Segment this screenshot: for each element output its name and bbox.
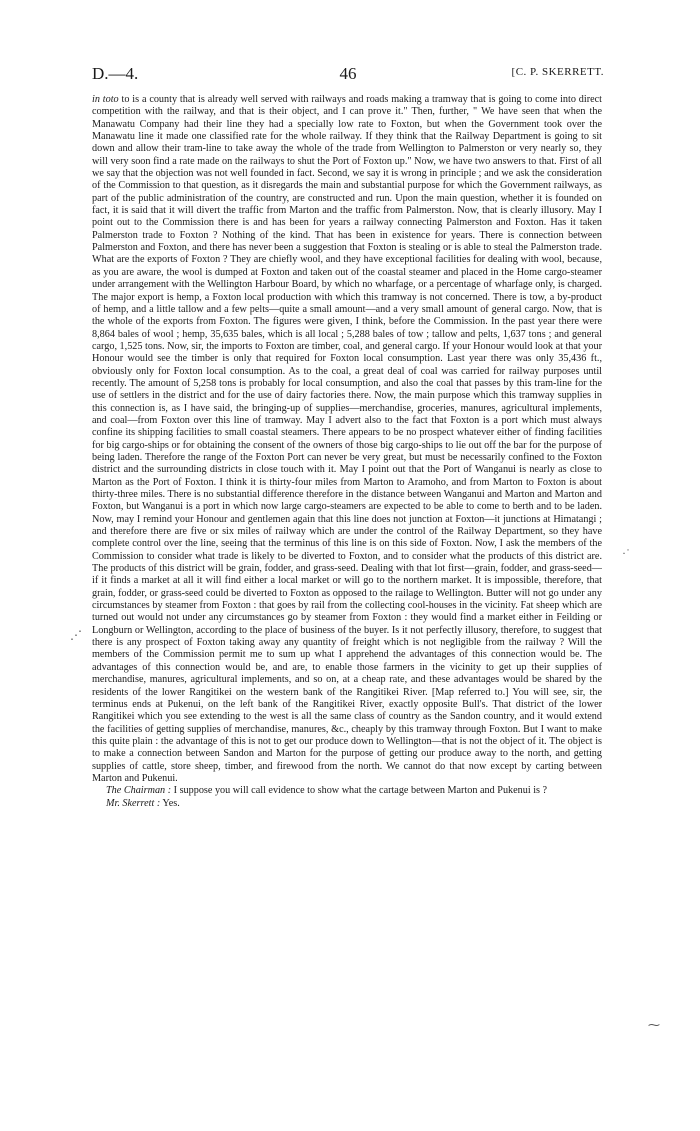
skerrett-answer [92,798,602,810]
document-reference: D.—4. [92,64,139,83]
page-header [92,64,604,86]
main-paragraph: in toto to is a county that is already well served with railways and roads making a tramway that is going to come into direct competition with the railway, and that is their object, and I can prove it." Then, further, " We have seen that when the Manawatu Company had their line they had a specially low rate to Foxton, but when the Government took over the Manawatu line it made one classified rate for the whole railway. If they think that the Railway Department is going to sit down and allow their tram-line to take away the whole of the trade from Wellington to Palmerston or very nearly so, they will very soon find a rate made on the railways to shut the Port of Foxton up." Now, we have two answers to that. First of all we say that the objection was not well founded in fact. Second, we say it is wrong in principle ; and we ask the consideration of the Commission to that question, as it disregards the main and substantial purpose for which the Government railways, as part of the public administration of the country, are constructed and run. Upon the main question, whether it is founded on fact, it is said that it will divert the traffic from Marton and the traffic from Palmerston. Now, that is clearly illusory. May I point out to the Commission there is and has been for years a railway connecting Palmerston and Foxton. Has it taken Palmerston trade to Foxton ? Nothing of the kind. That has been in existence for years. There is connection between Palmerston and Foxton, and there has never been a suggestion that Foxton is stealing or is able to steal the Palmerston trade. What are the exports of Foxton ? They are chiefly wool, and they have exceptional facilities for dealing with wool, because, as you are aware, the wool is dumped at Foxton and taken out of the coastal steamer and placed in the Home cargo-steamer under arrangement with the Wellington Harbour Board, by which no wharfage, or a percentage of wharfage only, is charged. The major export is hemp, a Foxton local production with which this tramway is not concerned. There is tow, a by-product of hemp, and a little tallow and a few pelts—quite a small amount—and a very small amount of general cargo. Now, that is the whole of the exports from Foxton. The figures were given, I think, before the Commission. In the past year there were 8,864 bales of wool ; hemp, 35,635 bales, which is all local ; 5,288 bales of tow ; tallow and pelts, 1,637 tons ; and general cargo, 1,525 tons. Now, sir, the imports to Foxton are timber, coal, and general cargo. If your Honour would look at that your Honour would see the timber is only that required for Foxton local consumption. Last year there was only 35,436 ft., obviously only for Foxton local consumption. As to the coal, a great deal of coal was carried for railway purposes until recently. The amount of 5,258 tons is probably for local consumption, and also the coal that passes by this tram-line for the use of settlers in the district and for the use of dairy factories there. Now, the main purpose which this tramway supplies in this connection is, as I have said, the bringing-up of supplies—merchandise, groceries, manures, agricultural implements, and coal—from Foxton over this line of tramway. May I advert also to the fact that Foxton is a port which must always confine its shipping facilities to small coastal steamers. There appears to be no prospect whatever either of finding facilities for big cargo-ships or for obtaining the consent of the owners of those big cargo-ships to lie out off the bar for the purpose of being laden. Therefore the range of the Foxton Port can never be very great, but must be necessarily confined to the Foxton district and the surrounding districts in close touch with it. May I point out that the Port of Wanganui is nearly as close to Marton as the Port of Foxton. I think it is thirty-four miles from Marton to Aramoho, and from Marton to Foxton is about thirty-three miles. There is no substantial difference therefore in the distance between Wanganui and Marton and Marton and Foxton, but Wanganui is a port in which now large cargo-steamers are expected to be able to come to berth and to be laden. Now, may I remind your Honour and gentlemen again that this line does not junction at Foxton—it junctions at Himatangi ; and therefore there are five or six miles of railway which are under the control of the Railway Department, so they have complete control over the line, seeing that the terminus of this line is on this side of Foxton. Now, I ask the members of the Commission to consider what trade is likely to be diverted to Foxton, and to consider what the products of this district are. The products of this district will be grain, fodder, and grass-seed. Dealing with that lot first—grain, fodder, and grass-seed—if it finds a market at all it will find either a local market or will go to the northern market. It is impossible, therefore, that grain, fodder, or grass-seed could be diverted to Foxton as opposed to the railage to Wellington. Butter will not go under any circumstances by steamer from Foxton : that goes by rail from the collecting cool-houses in the vicinity. Fat sheep which are turned out would not under any circumstances go by steamer from Foxton : they would find a market either in Feilding or Longburn or Wellington, according to the place of business of the buyer. Is it not perfectly illusory, therefore, to suggest that there is any prospect of Foxton taking away any quantity of freight which is not negligible from the railway ? Will the members of the Commission permit me to sum up what I apprehend the advantages of this connection would be. The advantages of this connection would be, and are, to enable those farmers in the vicinity to get up their supplies of merchandise, manures, agricultural implements, and so on, at a cheap rate, and these advantages would be shared by the residents of the lower Rangitikei on the western bank of the Rangitikei River. [Map referred to.] You will see, sir, the terminus ends at Pukenui, on the left bank of the Rangitikei River, exactly opposite Bull's. That district of the lower Rangitikei which you see extending to the west is all the same class of country as the Sandon country, and it would extend the facilities of getting supplies of merchandise, manures, &c., cheaply by this tramway through Foxton. But I want to make this quite plain : the advantage of this is not to get our produce down to Wellington—that is not the object of it. The object is to make a connection between Sandon and Marton for the purpose of getting our produce away to the north, and getting supplies of cattle, store sheep, timber, and firewood from the north. We cannot do that now except by carting between Marton and Pukenui. [92,94,602,784]
speaker-reference: [C. P. SKERRETT. [511,66,604,78]
margin-mark: ·˙ [622,546,630,560]
skerrett-speaker-label: Mr. Skerrett : [106,797,161,809]
skerrett-answer-text: Yes. [160,797,180,809]
chairman-question-text: I suppose you will call evidence to show what the cartage between Marton and Pukenui is ? [171,785,548,797]
body-text [92,94,602,810]
page-number: 46 [339,64,357,83]
chairman-question [92,785,602,797]
chairman-speaker-label: The Chairman : [106,785,172,797]
margin-mark: ⁓ [648,1018,660,1032]
margin-mark: ⋰ [70,628,82,642]
